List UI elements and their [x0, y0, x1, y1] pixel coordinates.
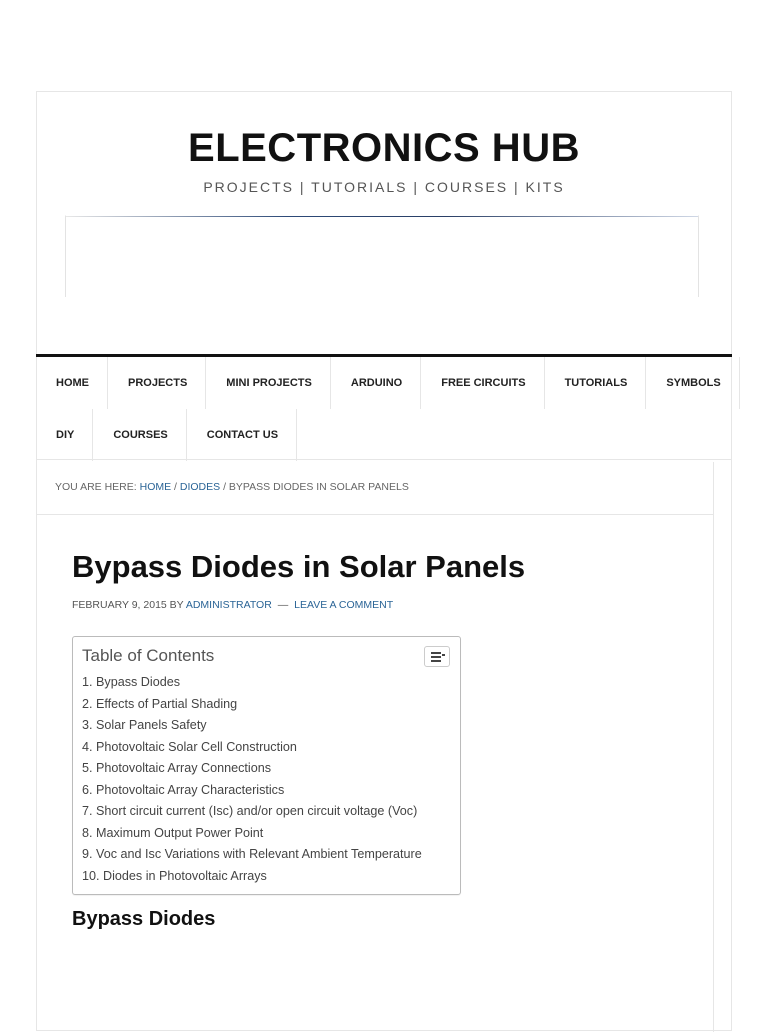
nav-row-2	[36, 409, 297, 461]
nav-item-contact-us[interactable]: CONTACT US	[187, 409, 297, 461]
toc-item[interactable]: 3. Solar Panels Safety	[82, 718, 207, 732]
nav-item-symbols[interactable]: SYMBOLS	[646, 357, 739, 409]
toc-item[interactable]: 7. Short circuit current (Isc) and/or open circuit voltage (Voc)	[82, 804, 418, 818]
content-divider	[37, 514, 713, 515]
nav-item-tutorials[interactable]: TUTORIALS	[545, 357, 647, 409]
toc-item[interactable]: 2. Effects of Partial Shading	[82, 696, 238, 711]
nav-item-home[interactable]: HOME	[36, 357, 108, 409]
breadcrumb	[55, 481, 409, 493]
entry-by: BY	[169, 599, 184, 611]
leave-comment-link[interactable]: LEAVE A COMMENT	[294, 599, 394, 611]
entry-date: FEBRUARY 9, 2015	[72, 599, 167, 611]
nav-item-mini-projects[interactable]: MINI PROJECTS	[206, 357, 331, 409]
nav-item-free-circuits[interactable]: FREE CIRCUITS	[421, 357, 544, 409]
page-title: Bypass Diodes in Solar Panels	[72, 549, 526, 584]
toc-item[interactable]: 10. Diodes in Photovoltaic Arrays	[82, 868, 267, 883]
breadcrumb-separator: /	[223, 481, 226, 493]
list-toggle-icon[interactable]	[424, 646, 450, 667]
toc-item[interactable]: 5. Photovoltaic Array Connections	[82, 761, 272, 775]
nav-row-1	[36, 357, 740, 409]
toc-item[interactable]: 8. Maximum Output Power Point	[82, 825, 264, 840]
breadcrumb-home-link[interactable]: HOME	[139, 481, 172, 493]
nav-item-projects[interactable]: PROJECTS	[108, 357, 206, 409]
toc-item[interactable]: 4. Photovoltaic Solar Cell Construction	[82, 739, 297, 754]
toc-title: Table of Contents	[82, 646, 215, 665]
toc-item[interactable]: 6. Photovoltaic Array Characteristics	[82, 782, 285, 797]
primary-navigation	[36, 354, 732, 460]
toc-item[interactable]: 9. Voc and Isc Variations with Relevant Ambient Temperature	[82, 847, 422, 861]
entry-meta-dash: —	[277, 599, 289, 611]
site-title[interactable]: ELECTRONICS HUB	[188, 126, 580, 170]
site-description: PROJECTS | TUTORIALS | COURSES | KITS	[203, 179, 565, 195]
toc-list	[82, 672, 422, 887]
nav-item-diy[interactable]: DIY	[36, 409, 93, 461]
nav-item-arduino[interactable]: ARDUINO	[331, 357, 421, 409]
breadcrumb-current: BYPASS DIODES IN SOLAR PANELS	[228, 481, 409, 493]
content-sidebar-border	[713, 462, 714, 1032]
entry-meta	[72, 599, 393, 611]
table-of-contents	[72, 636, 461, 895]
toc-item[interactable]: 1. Bypass Diodes	[82, 675, 181, 689]
section-heading: Bypass Diodes	[72, 908, 216, 930]
nav-item-courses[interactable]: COURSES	[93, 409, 186, 461]
entry-author-link[interactable]: ADMINISTRATOR	[185, 599, 272, 611]
breadcrumb-separator: /	[174, 481, 177, 493]
breadcrumb-prefix: YOU ARE HERE:	[55, 481, 137, 493]
advertisement-area	[65, 215, 699, 297]
breadcrumb-category-link[interactable]: DIODES	[179, 481, 221, 493]
site-container	[36, 91, 732, 1031]
